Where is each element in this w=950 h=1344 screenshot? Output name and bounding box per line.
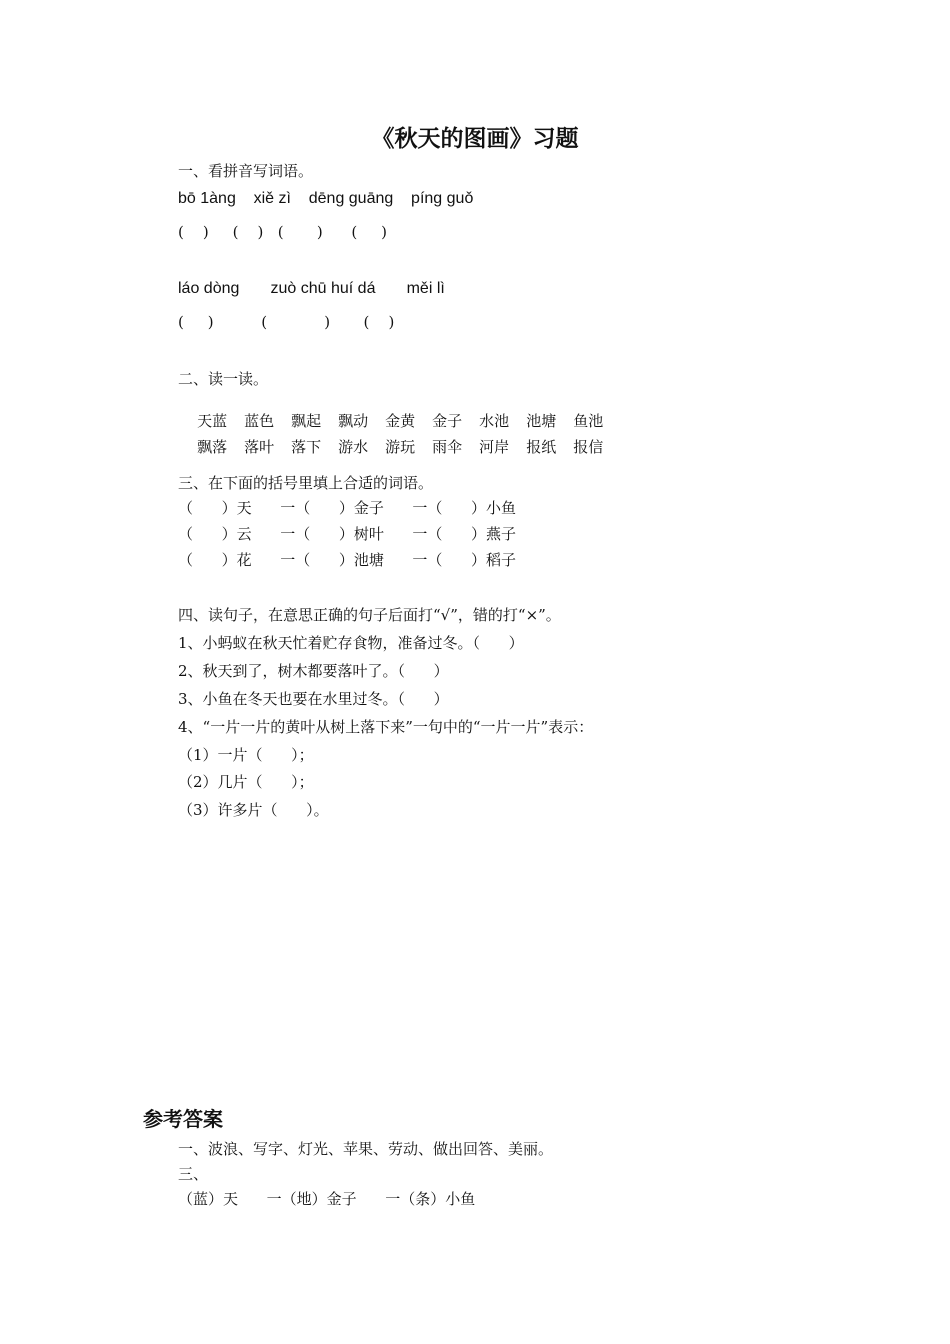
answer-1: 一、波浪、写字、灯光、苹果、劳动、做出回答、美丽。 [178, 1140, 554, 1158]
section3-heading: 三、在下面的括号里填上合适的词语。 [178, 474, 434, 492]
word: 金子 [432, 412, 463, 430]
word: 天蓝 [197, 412, 228, 430]
question-4-option-1: （1）一片（ ）； [178, 746, 314, 764]
blank-row-2: ( ) ( ) ( ) [178, 313, 395, 331]
question-3: 3、小鱼在冬天也要在水里过冬。（ ） [178, 690, 449, 708]
fill-row-3: （ ）花 一（ ）池塘 一（ ）稻子 [178, 551, 517, 569]
answers-heading: 参考答案 [143, 1107, 223, 1131]
answer-3-label: 三、 [178, 1165, 209, 1183]
fill-row-2: （ ）云 一（ ）树叶 一（ ）燕子 [178, 525, 517, 543]
section1-heading: 一、看拼音写词语。 [178, 162, 314, 180]
word: 飘起 [291, 412, 322, 430]
word: 河岸 [479, 438, 510, 456]
word: 飘落 [197, 438, 228, 456]
question-4-option-3: （3）许多片（ ）。 [178, 801, 329, 819]
word: 游水 [338, 438, 369, 456]
word: 飘动 [338, 412, 369, 430]
pinyin-row-1: bō 1àng xiě zì dēng guāng píng guǒ [178, 190, 474, 207]
word: 落下 [291, 438, 322, 456]
question-4-option-2: （2）几片（ ）； [178, 773, 314, 791]
page-title: 《秋天的图画》习题 [371, 126, 579, 152]
word: 蓝色 [244, 412, 275, 430]
question-4: 4、“一片一片的黄叶从树上落下来”一句中的“一片一片”表示： [178, 718, 594, 736]
question-2: 2、秋天到了，树木都要落叶了。（ ） [178, 662, 449, 680]
word: 报纸 [526, 438, 557, 456]
word: 落叶 [244, 438, 275, 456]
fill-row-1: （ ）天 一（ ）金子 一（ ）小鱼 [178, 499, 517, 517]
word: 水池 [479, 412, 510, 430]
section2-heading: 二、读一读。 [178, 370, 269, 388]
word: 鱼池 [573, 412, 604, 430]
pinyin-row-2: láo dòng zuò chū huí dá měi lì [178, 280, 445, 297]
word-row-2 [178, 418, 620, 475]
word: 池塘 [526, 412, 557, 430]
word: 游玩 [385, 438, 416, 456]
word: 金黄 [385, 412, 416, 430]
answer-3-row-1: （蓝）天 一（地）金子 一（条）小鱼 [178, 1190, 476, 1208]
question-1: 1、小蚂蚁在秋天忙着贮存食物，准备过冬。（ ） [178, 634, 524, 652]
section4-heading: 四、读句子，在意思正确的句子后面打“√”，错的打“×”。 [178, 606, 561, 624]
word: 报信 [573, 438, 604, 456]
blank-row-1: ( ) ( ) ( ) ( ) [178, 223, 387, 241]
word: 雨伞 [432, 438, 463, 456]
